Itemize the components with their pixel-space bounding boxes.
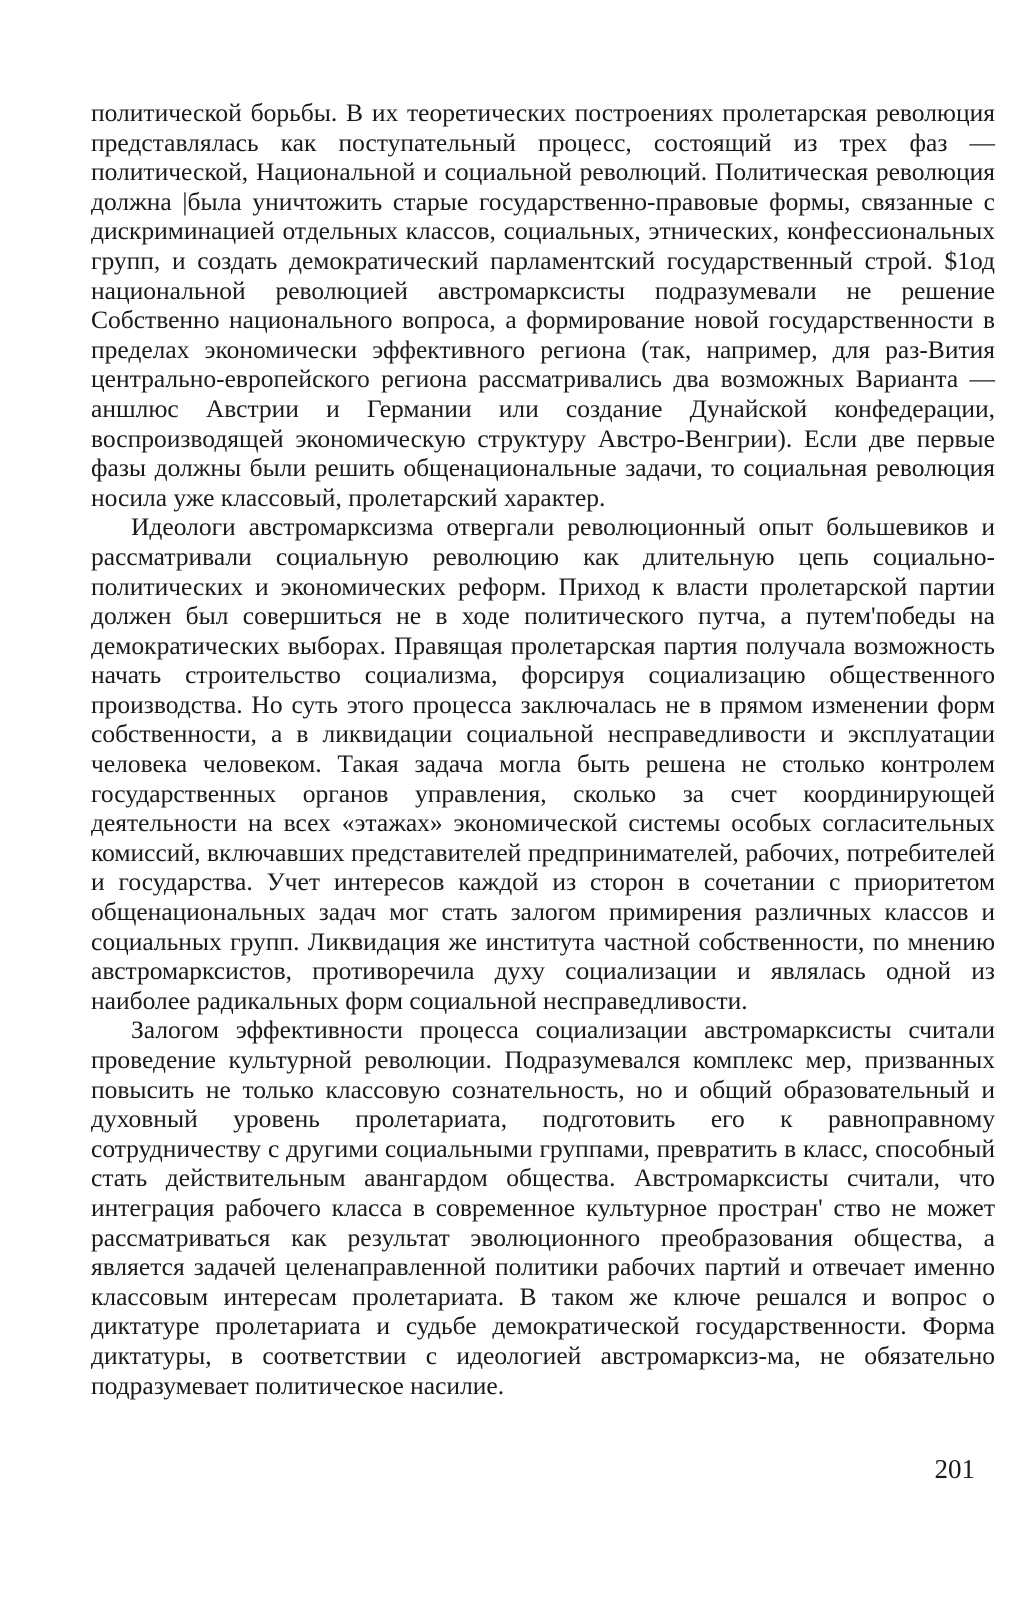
paragraph-3: Залогом эффективности процесса социализации австромарксисты считали проведение культурной революции. Подразумевался комплекс мер, призванных повысить не только классовую сознательность, но и общий образовательный и духовный уровень пролетариата, подготовить его к равноправному сотрудничеству с другими социальными группами, превратить в класс, способный стать действительным авангардом общества. Австромарксисты считали, что интеграция рабочего класса в современное культурное простран' ство не может рассматриваться как результат эволюционного преобразования общества, а является задачей целенаправленной политики рабочих партий и отвечает именно классовым интересам пролетариата. В таком же ключе решался и вопрос о диктатуре пролетариата и судьбе демократической государственности. Форма диктатуры, в соответствии с идеологией австромарксиз-ма, не обязательно подразумевает политическое насилие. — [91, 1015, 995, 1400]
paragraph-2: Идеологи австромарксизма отвергали революционный опыт большевиков и рассматривали социальную революцию как длительную цепь социально-политических и экономических реформ. Приход к власти пролетарской партии должен был совершиться не в ходе политического путча, а путем'победы на демократических выборах. Правящая пролетарская партия получала возможность начать строительство социализма, форсируя социализацию общественного производства. Но суть этого процесса заключалась не в прямом изменении форм собственности, а в ликвидации социальной несправедливости и эксплуатации человека человеком. Такая задача могла быть решена не столько контролем государственных органов управления, сколько за счет координирующей деятельности на всех «этажах» экономической системы особых согласительных комиссий, включавших представителей предпринимателей, рабочих, потребителей и государства. Учет интересов каждой из сторон в сочетании с приоритетом общенациональных задач мог стать залогом примирения различных классов и социальных групп. Ликвидация же института частной собственности, по мнению австромарксистов, противоречила духу социализации и являлась одной из наиболее радикальных форм социальной несправедливости. — [91, 512, 995, 1015]
paragraph-1: политической борьбы. В их теоретических построениях пролетарская революция представлялась как поступательный процесс, состоящий из трех фаз — политической, Национальной и социальной революций. Политическая революция должна |была уничтожить старые государственно-правовые формы, связанные с дискриминацией отдельных классов, социальных, этнических, конфессиональных групп, и создать демократический парламентский государственный строй. $1од национальной революцией австромарксисты подразумевали не решение Собственно национального вопроса, а формирование новой государственности в пределах экономически эффективного региона (так, например, для раз-Вития центрально-европейского региона рассматривались два возможных Варианта — аншлюс Австрии и Германии или создание Дунайской конфедерации, воспроизводящей экономическую структуру Австро-Венгрии). Если две первые фазы должны были решить общенациональные задачи, то социальная революция носила уже классовый, пролетарский характер. — [91, 98, 995, 512]
page-number: 201 — [934, 1454, 975, 1484]
